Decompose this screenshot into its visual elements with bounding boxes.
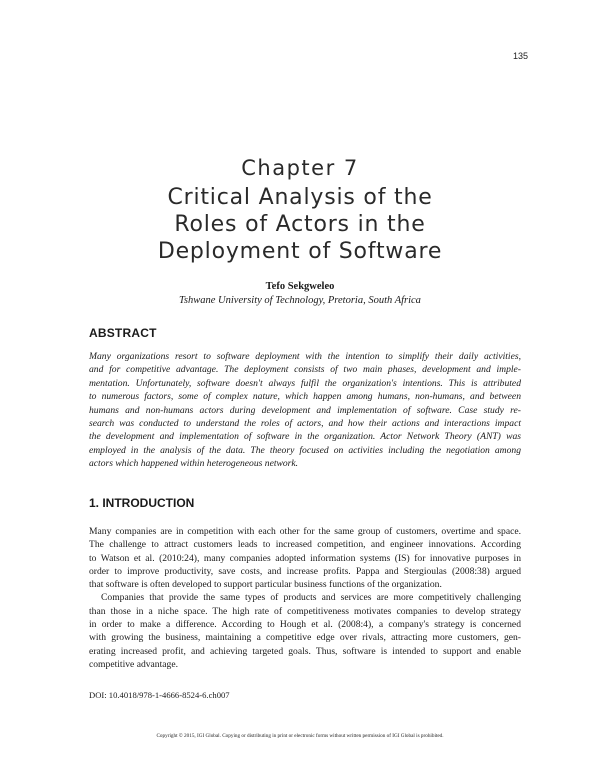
abstract-body bbox=[89, 350, 521, 471]
introduction-heading: 1. INTRODUCTION bbox=[89, 496, 195, 510]
copyright-notice: Copyright © 2015, IGI Global. Copying or distributing in print or electronic forms without written permission of IGI Global is prohibited. bbox=[156, 733, 444, 739]
abstract-heading: ABSTRACT bbox=[89, 326, 157, 340]
paragraph-line: order to improve productivity, save costs, and increase profits. Pappa and Stergioulas (2008:38) argued bbox=[89, 565, 521, 577]
paragraph-line: that software is often developed to support particular business functions of the organization. bbox=[89, 579, 442, 591]
abstract-line: mentation. Unfortunately, software doesn't always fulfil the organization's intentions. This is attributed bbox=[89, 377, 521, 389]
abstract-line: actors which happened within heterogeneous network. bbox=[89, 458, 299, 470]
chapter-title-line: Deployment of Software bbox=[157, 239, 443, 264]
abstract-line: the development and implementation of software in the organization. Actor Network Theory (ANT) was bbox=[89, 431, 521, 443]
chapter-title-line: Critical Analysis of the bbox=[167, 185, 433, 210]
introduction-body bbox=[89, 525, 521, 671]
paragraph-line: with growing the business, maintaining a competitive edge over rivals, attracting more customers, gen- bbox=[89, 632, 521, 644]
paragraph-line: to Watson et al. (2010:24), many companies adopted information systems (IS) for innovative purposes in bbox=[89, 552, 521, 564]
abstract-line: employed in the analysis of the data. The theory focused on activities including the negotiation among bbox=[89, 444, 521, 456]
doi-link[interactable]: DOI: 10.4018/978-1-4666-8524-6.ch007 bbox=[89, 690, 230, 700]
abstract-line: search was conducted to understand the roles of actors, and how their actions and interactions impact bbox=[89, 418, 521, 430]
chapter-title-line: Roles of Actors in the bbox=[174, 212, 426, 237]
abstract-line: to numerous factors, some of complex nature, which happen among humans, non-humans, and between bbox=[89, 391, 521, 403]
paragraph-line: Many companies are in competition with each other for the same group of customers, overtime and space. bbox=[89, 526, 521, 537]
paragraph-line: competitive advantage. bbox=[89, 658, 178, 670]
abstract-line: humans and non-humans actors during development and implementation of software. Case study re- bbox=[89, 404, 521, 416]
author-name: Tefo Sekgweleo bbox=[265, 281, 335, 292]
paragraph-line: erating increased profit, and achieving targeted goals. Thus, software is intended to support and enable bbox=[89, 645, 521, 657]
paragraph-line: in order to make a difference. According to Hough et al. (2008:4), a company's strategy is concerned bbox=[89, 619, 521, 631]
chapter-label: Chapter 7 bbox=[241, 156, 359, 180]
chapter-title bbox=[0, 184, 600, 265]
page-number: 135 bbox=[512, 51, 528, 61]
abstract-line: and for competitive advantage. The deployment consists of two main phases, development and imple- bbox=[89, 364, 521, 376]
abstract-line: Many organizations resort to software deployment with the intention to simplify their daily activities, bbox=[89, 351, 521, 362]
paragraph-line: Companies that provide the same types of products and services are more competitively challenging bbox=[101, 592, 521, 604]
author-affiliation: Tshwane University of Technology, Pretoria, South Africa bbox=[179, 295, 421, 306]
paragraph-line: than those in a niche space. The high rate of competitiveness motivates companies to develop strategy bbox=[89, 605, 521, 617]
paragraph-line: The challenge to attract customers leads to increased competition, and engineer innovations. According bbox=[89, 539, 521, 551]
